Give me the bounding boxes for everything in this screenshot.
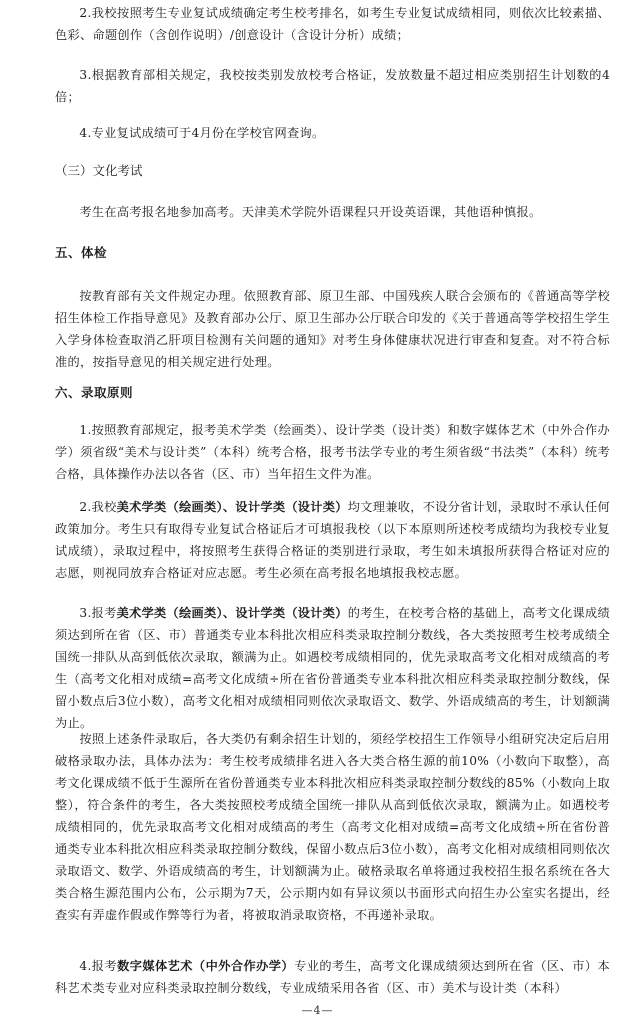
paragraph-admission-rule-2: [55, 496, 610, 584]
page-number: —4—: [301, 1004, 334, 1017]
rule-3-number: 3.报考: [79, 606, 117, 620]
rule-2-emphasis: 美术学类（绘画类）、设计学类（设计类）: [116, 500, 348, 514]
paragraph-admission-rule-3-exception: 按照上述条件录取后，各大类仍有剩余招生计划的，须经学校招生工作领导小组研究决定后启用破格录取办法，具体办法为：考生校考成绩排名进入各大类合格生源的前10%（小数向下取整），高考文化课成绩不低于生源所在省份普通类专业本科批次相应科类录取控制分数线的85%（小数向上取整），符合条件的考生，各大类按照校考成绩全国统一排队从高到低依次录取，额满为止。如遇校考成绩相同的，优先录取高考文化相对成绩高的考生（高考文化相对成绩=高考文化成绩÷所在省份普通类专业本科批次相应科类录取控制分数线，保留小数点后3位小数），高考文化相对成绩相同则依次录取语文、数学、外语成绩高的考生，计划额满为止。破格录取名单将通过我校招生报名系统在各大类合格生源范围内公布，公示期为7天，公示期内如有异议须以书面形式向招生办公室实名提出，经查实有弄虚作假或作弊等行为者，将被取消录取资格，不再递补录取。: [55, 732, 610, 922]
paragraph-admission-rule-1: 1.按照教育部规定，报考美术学类（绘画类）、设计学类（设计类）和数字媒体艺术（中外合作办学）须省级“美术与设计类”（本科）统考合格，报考书法学专业的考生须省级“书法类”（本科）统考合格，具体操作办法以各省（区、市）当年招生文件为准。: [55, 423, 610, 481]
rule-4-number: 4.报考: [79, 959, 118, 973]
rule-3-text: 的考生，在校考合格的基础上，高考文化课成绩须达到所在省（区、市）普通类专业本科批次相应科类录取控制分数线，各大类按照考生校考成绩全国统一排队从高到低依次录取，额满为止。如遇校考成绩相同的，优先录取高考文化相对成绩高的考生（高考文化相对成绩=高考文化成绩÷所在省份普通类专业本科批次相应科类录取控制分数线，保留小数点后3位小数），高考文化相对成绩相同则依次录取语文、数学、外语成绩高的考生，计划额满为止。: [55, 606, 611, 730]
rule-3-emphasis: 美术学类（绘画类）、设计学类（设计类）: [116, 606, 348, 620]
paragraph-health-check: 按教育部有关文件规定办理。依照教育部、原卫生部、中国残疾人联合会颁布的《普通高等学校招生体检工作指导意见》及教育部办公厅、原卫生部办公厅联合印发的《关于普通高等学校招生学生入学身体检查取消乙肝项目检测有关问题的通知》对考生身体健康状况进行审查和复查。对不符合标准的，按指导意见的相关规定进行处理。: [55, 289, 610, 369]
paragraph-score-ranking: 2.我校按照考生专业复试成绩确定考生校考排名，如考生专业复试成绩相同，则依次比较素描、色彩、命题创作（含创作说明）/创意设计（含设计分析）成绩；: [55, 6, 610, 42]
rule-4-emphasis: 数字媒体艺术（中外合作办学）: [117, 959, 295, 973]
paragraph-score-query: 4.专业复试成绩可于4月份在学校官网查询。: [79, 126, 325, 140]
subheading-culture-exam: （三）文化考试: [55, 163, 143, 178]
paragraph-culture-exam: 考生在高考报名地参加高考。天津美术学院外语课程只开设英语课，其他语种慎报。: [79, 205, 542, 219]
section-heading-admission: 六、录取原则: [55, 385, 134, 400]
rule-4-text: 专业的考生，高考文化课成绩须达到所在省（区、市）本科艺术类专业对应科类录取控制分数线，专业成绩采用各省（区、市）美术与设计类（本科）: [55, 959, 611, 995]
paragraph-admission-rule-4: [55, 955, 610, 999]
rule-2-text: 均文理兼收，不设分省计划，录取时不承认任何政策加分。考生只有取得专业复试合格证后才可填报我校（以下本原则所述校考成绩均为我校专业复试成绩），录取过程中，将按照考生获得合格证的类别进行录取，考生如未填报所获得合格证对应的志愿，则视同放弃合格证对应志愿。考生必须在高考报名地填报我校志愿。: [55, 500, 611, 580]
section-heading-health-check: 五、体检: [55, 245, 108, 260]
paragraph-admission-rule-3: [55, 602, 610, 734]
paragraph-certificate: 3.根据教育部相关规定，我校按类别发放校考合格证，发放数量不超过相应类别招生计划数的4倍；: [55, 68, 610, 104]
rule-2-number: 2.我校: [79, 500, 117, 514]
